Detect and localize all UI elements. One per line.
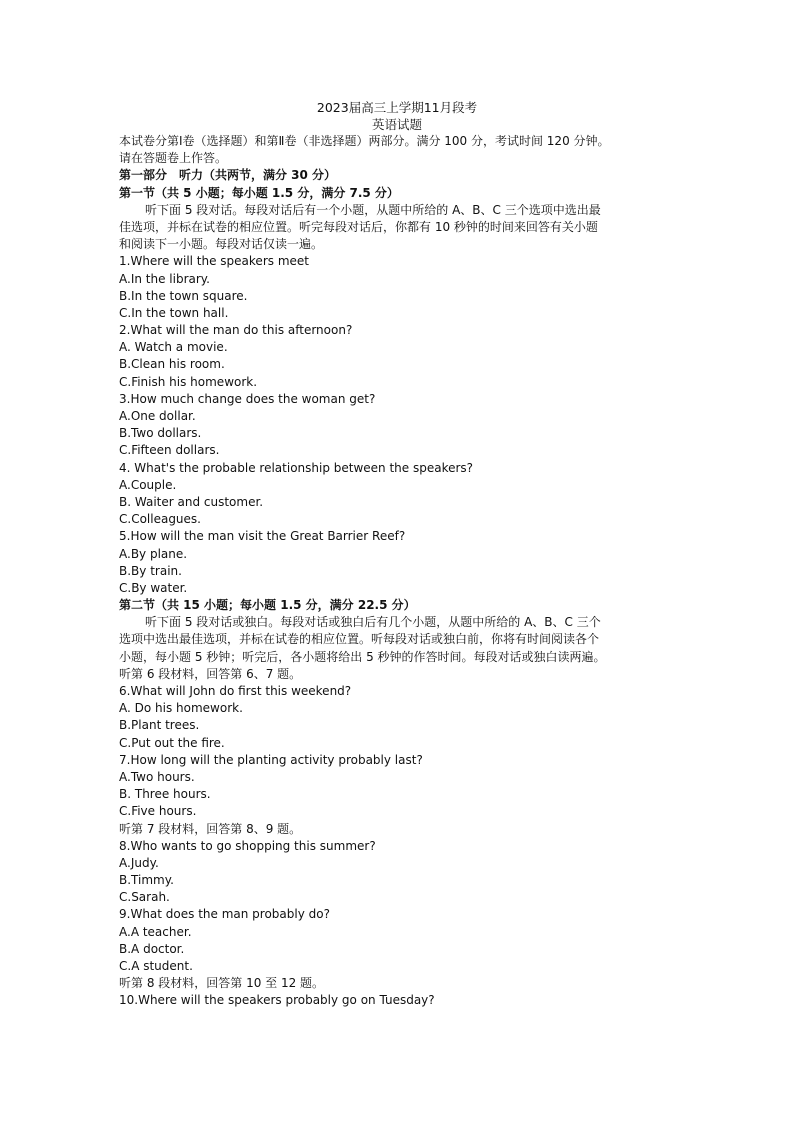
option: C.Sarah. (119, 890, 170, 905)
option: B.Plant trees. (119, 718, 200, 733)
option: A.In the library. (119, 271, 210, 286)
option: C.Put out the fire. (119, 735, 225, 750)
option: B.In the town square. (119, 288, 248, 303)
material-heading: 听第 6 段材料，回答第 6、7 题。 (119, 666, 302, 681)
option: B.By train. (119, 563, 182, 578)
option: C.In the town hall. (119, 305, 229, 320)
instruction-line: 小题，每小题 5 秒钟；听完后，各小题将给出 5 秒钟的作答时间。每段对话或独白读两遍。 (119, 649, 606, 664)
question: 7.How long will the planting activity probably last? (119, 752, 423, 767)
question: 5.How will the man visit the Great Barrier Reef? (119, 529, 406, 544)
question: 4. What's the probable relationship between the speakers? (119, 460, 474, 475)
material-heading: 听第 8 段材料，回答第 10 至 12 题。 (119, 976, 325, 991)
question: 10.Where will the speakers probably go on Tuesday? (119, 993, 435, 1008)
option: A. Watch a movie. (119, 340, 228, 355)
option: B.Timmy. (119, 873, 174, 888)
section-heading: 第二节（共 15 小题；每小题 1.5 分，满分 22.5 分） (119, 598, 416, 613)
part-heading: 第一部分 听力（共两节，满分 30 分） (119, 168, 337, 183)
question: 3.How much change does the woman get? (119, 391, 376, 406)
option: A.One dollar. (119, 409, 196, 423)
option: A.By plane. (119, 546, 188, 561)
question: 1.Where will the speakers meet (119, 254, 309, 269)
option: A.Couple. (119, 477, 177, 492)
exam-title: 2023届高三上学期11月段考 (316, 100, 478, 115)
option: C.A student. (119, 959, 193, 973)
intro-line: 请在答题卷上作答。 (119, 151, 228, 166)
exam-content (119, 133, 679, 1010)
instruction-line: 听下面 5 段对话或独白。每段对话或独白后有几个小题，从题中所给的 A、B、C 三个 (145, 615, 601, 630)
option: A.A teacher. (119, 924, 192, 939)
instruction-line: 选项中选出最佳选项，并标在试卷的相应位置。听每段对话或独白前，你将有时间阅读各个 (119, 632, 600, 647)
option: C.By water. (119, 580, 188, 595)
option: B.Clean his room. (119, 357, 225, 372)
instruction-line: 佳选项，并标在试卷的相应位置。听完每段对话后，你都有 10 秒钟的时间来回答有关小题 (119, 219, 598, 234)
intro-line: 本试卷分第Ⅰ卷（选择题）和第Ⅱ卷（非选择题）两部分。满分 100 分，考试时间 120 分钟。 (119, 134, 610, 148)
question: 2.What will the man do this afternoon? (119, 323, 353, 338)
option: B.A doctor. (119, 941, 185, 956)
option: B. Three hours. (119, 787, 211, 802)
option: B.Two dollars. (119, 426, 202, 441)
instruction-line: 听下面 5 段对话。每段对话后有一个小题，从题中所给的 A、B、C 三个选项中选出最 (145, 202, 601, 217)
option: A.Judy. (119, 855, 159, 870)
option: C.Colleagues. (119, 512, 201, 527)
question: 9.What does the man probably do? (119, 907, 330, 922)
exam-subtitle: 英语试题 (371, 117, 422, 132)
question: 8.Who wants to go shopping this summer? (119, 838, 376, 853)
option: C.Finish his homework. (119, 374, 258, 389)
instruction-line: 和阅读下一小题。每段对话仅读一遍。 (119, 237, 324, 252)
option: A.Two hours. (119, 769, 195, 784)
option: C.Fifteen dollars. (119, 443, 220, 458)
option: A. Do his homework. (119, 701, 243, 716)
option: B. Waiter and customer. (119, 494, 264, 509)
section-heading: 第一节（共 5 小题；每小题 1.5 分，满分 7.5 分） (119, 185, 399, 200)
material-heading: 听第 7 段材料，回答第 8、9 题。 (119, 821, 302, 836)
question: 6.What will John do first this weekend? (119, 684, 352, 698)
option: C.Five hours. (119, 804, 197, 819)
